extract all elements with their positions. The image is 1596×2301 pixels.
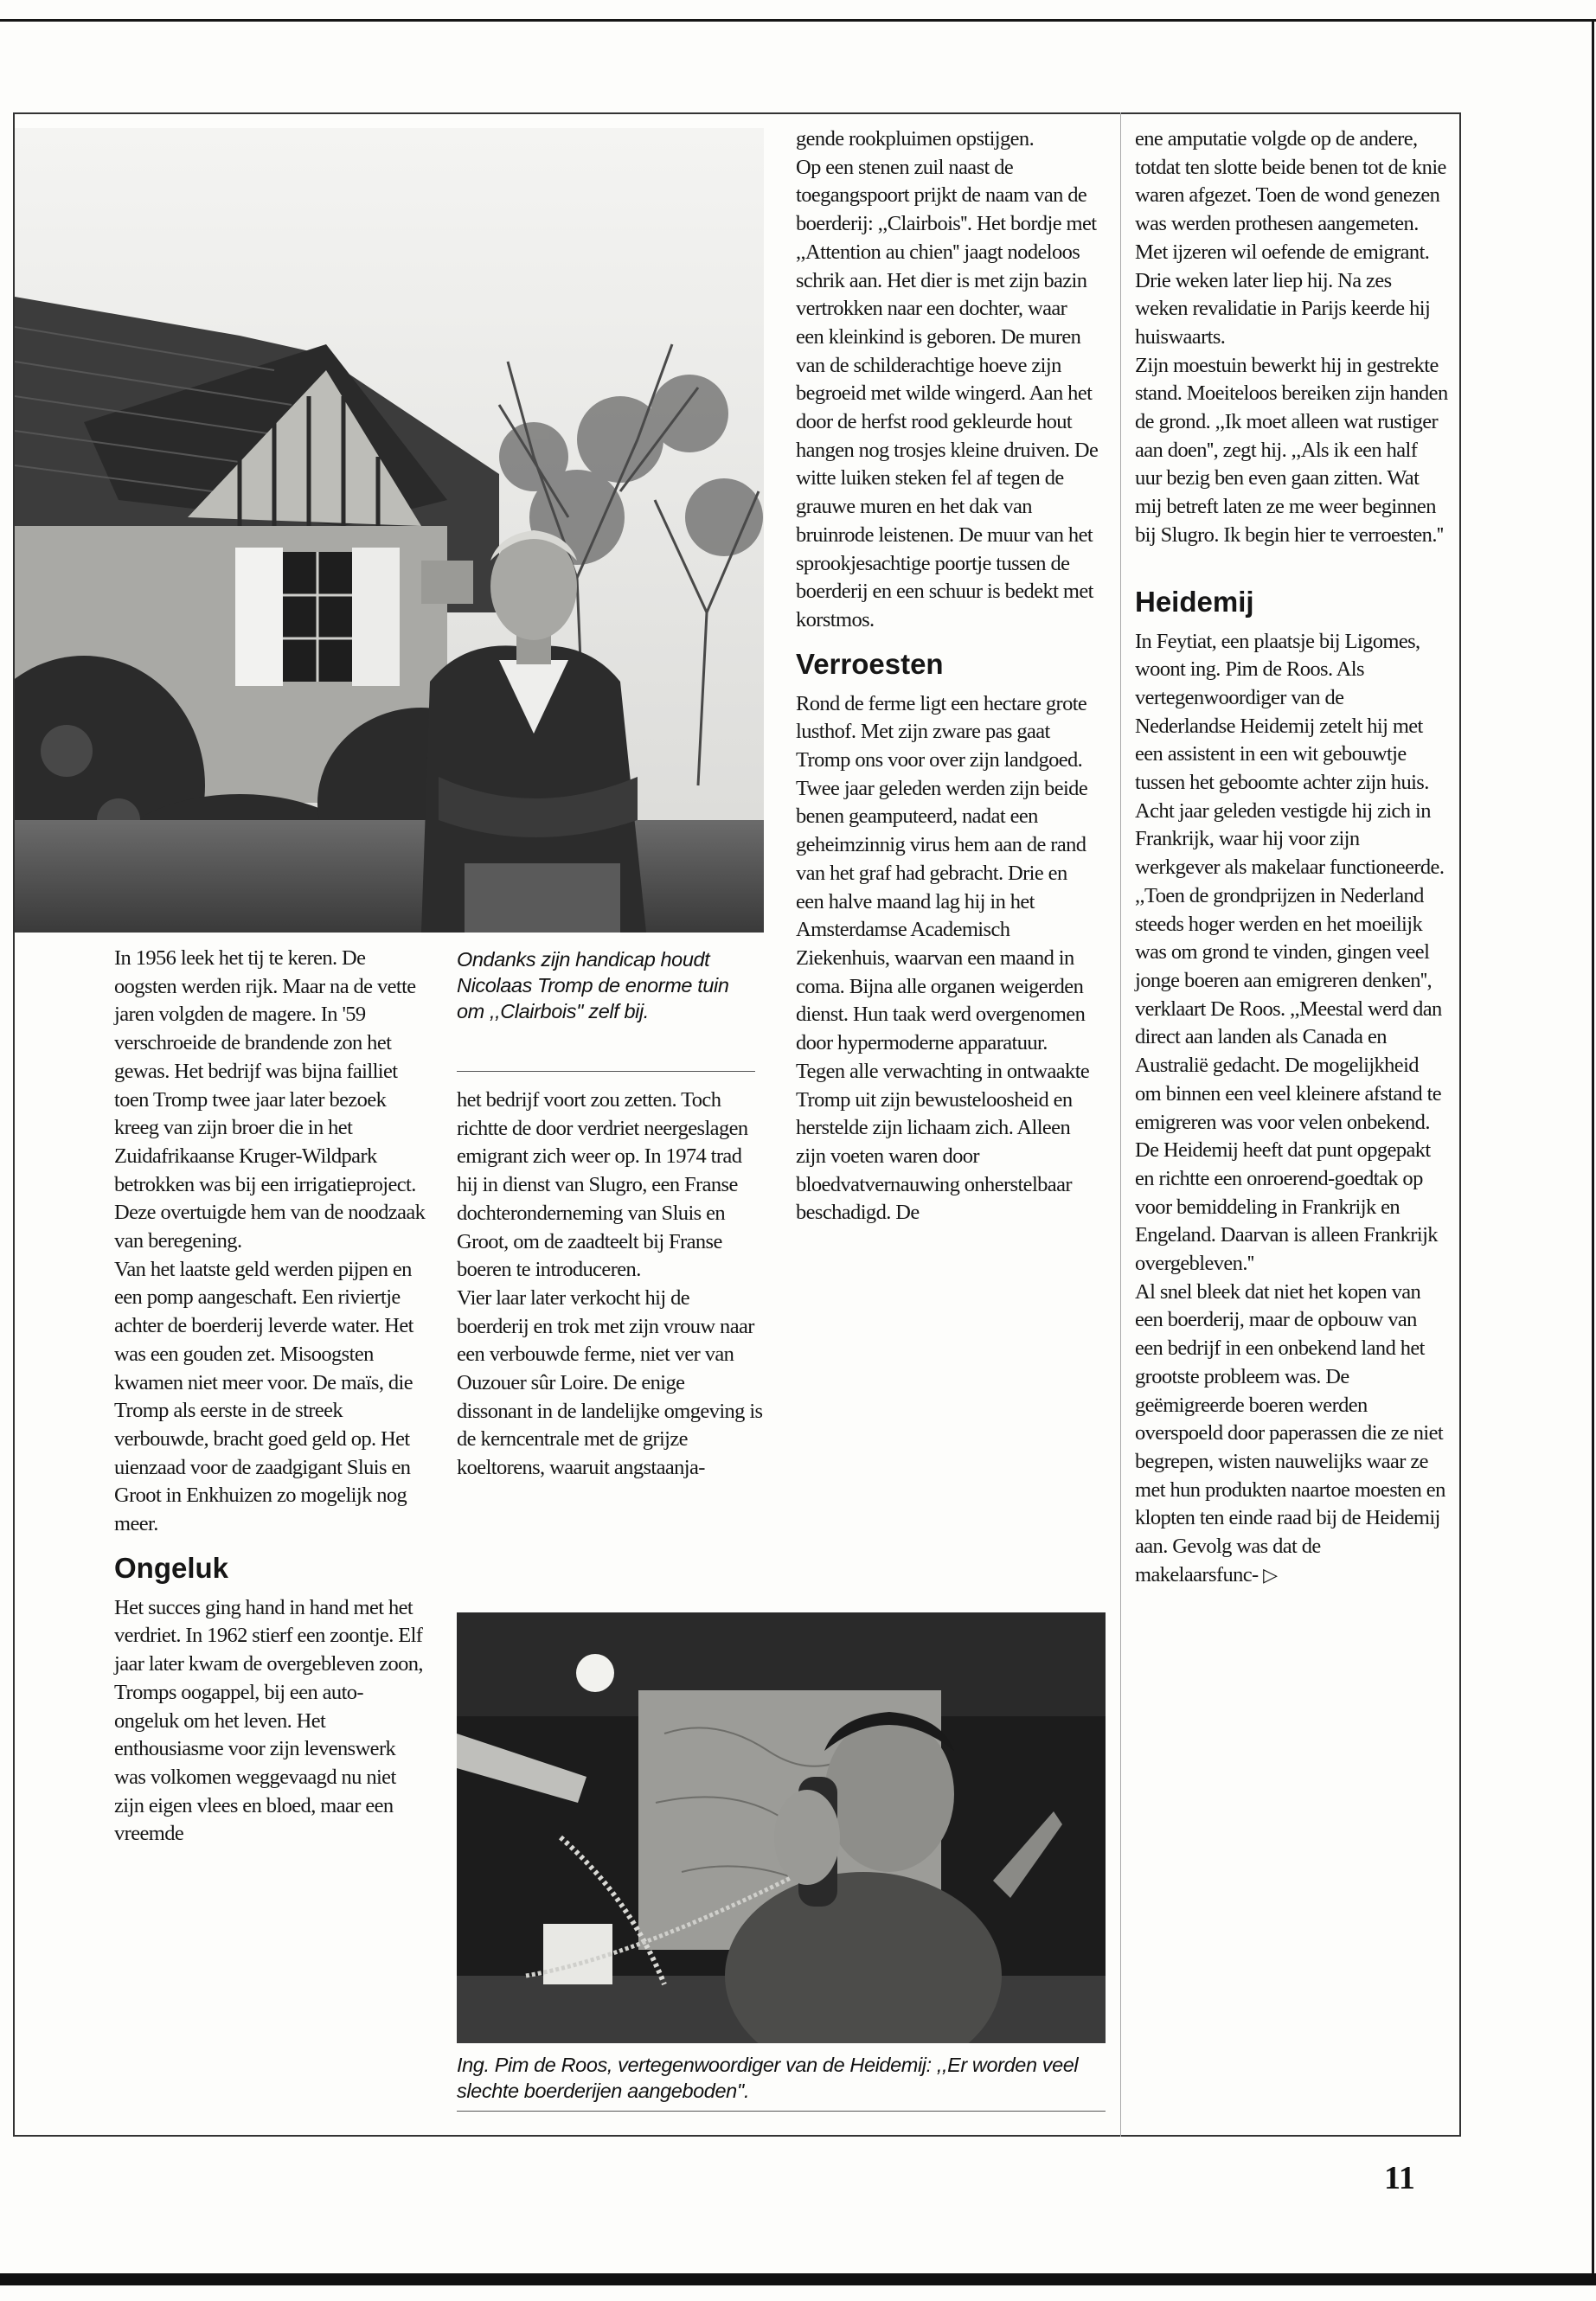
col4-paragraph-2: Zijn moestuin bewerkt hij in gestrekte stand. Moeiteloos bereiken zijn handen de grond. ,,Ik moet alleen wat rustiger aan doen'', zegt hij. ,,Als ik een half uur bezig ben even gaan zitten. Wat mij betreft laten ze me weer beginnen bij Slugro. Ik begin hier te verroesten.'' [1135,353,1448,547]
photo-pim-de-roos [457,1612,1106,2043]
column-1 [114,945,426,1849]
heading-heidemij: Heidemij [1135,585,1254,618]
col2-paragraph-1: het bedrijf voort zou zetten. Toch richtte de door verdriet neergeslagen emigrant zich weer op. In 1974 trad hij in dienst van Slugro, een Franse dochteronderneming van Sluis en Groot, om de zaadteelt bij Franse boeren te introduceren. [457,1088,748,1282]
column-2 [457,1086,764,1483]
caption-photo-tromp: Ondanks zijn handicap houdt Nicolaas Tromp de enorme tuin om ,,Clairbois'' zelf bij. [457,948,729,1022]
col3-paragraph-4: Tegen alle verwachting in ontwaakte Tromp uit zijn bewusteloosheid en herstelde zijn lichaam zich. Alleen zijn voeten waren door bloedvatvernauwing onherstelbaar beschadigd. De [796,1059,1090,1225]
bottom-bar [0,2273,1596,2285]
caption1-rule [457,1071,755,1072]
photo-tromp-farmhouse [15,128,764,933]
phone-call-illustration [457,1612,1106,2043]
caption-photo-de-roos: Ing. Pim de Roos, vertegenwoordiger van de Heidemij: ,,Er worden veel slechte boerderijen aangeboden''. [457,2054,1079,2102]
heading-ongeluk: Ongeluk [114,1551,229,1584]
col4-paragraph-1: ene amputatie volgde op de andere, totdat ten slotte beide benen tot de knie waren afgezet. Toen de wond genezen was werden prothesen aangemeten. Met ijzeren wil oefende de emigrant. Drie weken later liep hij. Na zes weken revalidatie in Parijs keerde hij huiswaarts. [1135,127,1446,349]
right-rule [1592,19,1594,2285]
column-4 [1135,125,1448,1590]
col2-paragraph-2: Vier laar later verkocht hij de boerderij en trok met zijn vrouw naar een verbouwde ferme, niet ver van Ouzouer sûr Loire. De enige dissonant in de landelijke omgeving is de kerncentrale met de grijze koeltorens, waaruit angstaanja- [457,1285,763,1480]
col1-paragraph-3: Het succes ging hand in hand met het verdriet. In 1962 stierf een zoontje. Elf jaar later kwam de overgebleven zoon, Tromps oogappel, bij een auto-ongeluk om het leven. Het enthousiasme voor zijn levenswerk was volkomen weggevaagd nu niet zijn eigen vlees en bloed, maar een vreemde [114,1595,423,1846]
col4-paragraph-4: ,,Toen de grondprijzen in Nederland steeds hoger werden en het moeilijk was om grond te vinden, gingen veel jonge boeren aan emigreren denken'', verklaart De Roos. ,,Meestal werd dan direct aan landen als Canada en Australië gedacht. De mogelijkheid om binnen een veel kleinere afstand te emigreren was voor velen onbekend. De Heidemij heeft dat punt opgepakt en richtte een onroerend-goedtak op voor bemiddeling in Frankrijk en Engeland. Daarvan is alleen Frankrijk overgebleven.'' [1135,883,1442,1276]
col1-paragraph-1: In 1956 leek het tij te keren. De oogsten werden rijk. Maar na de vette jaren volgden de magere. In '59 verschroeide de brandende zon het gewas. Het bedrijf was bijna failliet toen Tromp twee jaar later bezoek kreeg van zijn broer die in het Zuidafrikaanse Kruger-Wildpark betrokken was bij een irrigatieproject. Deze overtuigde hem van de noodzaak van beregening. [114,946,426,1253]
frame-top [13,112,1459,114]
col4-paragraph-5 [1135,1279,1448,1591]
column-rule [1120,112,1121,2137]
col3-paragraph-3: Rond de ferme ligt een hectare grote lusthof. Met zijn zware pas gaat Tromp ons voor over zijn landgoed. Twee jaar geleden werden zijn beide benen geamputeerd, nadat een geheimzinnig virus hem aan de rand van het graf had gebracht. Drie en een halve maand lag hij in het Amsterdamse Academisch Ziekenhuis, waarvan een maand in coma. Bijna alle organen weigerden dienst. Hun taak werd overgenomen door hypermoderne apparatuur. [796,691,1088,1055]
column-3 [796,125,1099,1227]
frame-right [1459,112,1461,2137]
col3-paragraph-1: gende rookpluimen opstijgen. [796,127,1035,151]
continue-arrow-icon: ▷ [1263,1564,1278,1586]
farmhouse-illustration [15,128,764,933]
page-number: 11 [1384,2160,1415,2196]
col4-paragraph-3: In Feytiat, een plaatsje bij Ligomes, woont ing. Pim de Roos. Als vertegenwoordiger van de Nederlandse Heidemij zetelt hij met een assistent in een wit gebouwtje tussen het geboomte achter zijn huis. Acht jaar geleden vestigde hij zich in Frankrijk, waar hij voor zijn werkgever als makelaar functioneerde. [1135,629,1445,880]
frame-bottom [13,2135,1459,2137]
caption2-rule [457,2111,1106,2112]
heading-verroesten: Verroesten [796,647,944,680]
top-rule [0,19,1596,22]
col3-paragraph-2: Op een stenen zuil naast de toegangspoort prijkt de naam van de boerderij: ,,Clairbois''. Het bordje met ,,Attention au chien'' jaagt nodeloos schrik aan. Het dier is met zijn bazin vertrokken naar een dochter, waar een kleinkind is geboren. De muren van de schilderachtige hoeve zijn begroeid met wilde wingerd. Aan het door de herfst rood gekleurde hout hangen nog trosjes kleine druiven. De witte luiken steken fel af tegen de grauwe muren en het dak van bruinrode leistenen. De muur van het sprookjesachtige poortje tussen de boerderij en een schuur is bedekt met korstmos. [796,155,1099,631]
col1-paragraph-2: Van het laatste geld werden pijpen en een pomp aangeschaft. Een riviertje achter de boerderij leverde water. Het was een gouden zet. Misoogsten kwamen niet meer voor. De maïs, die Tromp als eerste in de streek verbouwde, bracht goed geld op. Het uienzaad voor de zaadgigant Sluis en Groot in Enkhuizen zo mogelijk nog meer. [114,1257,413,1536]
col4-paragraph-5-text: Al snel bleek dat niet het kopen van een boerderij, maar de opbouw van een bedrijf in een onbekend land het grootste probleem was. De geëmigreerde boeren werden overspoeld door paperassen die ze niet begrepen, wisten nauwelijks waar ze met hun produkten naartoe moesten en klopten ten einde raad bij de Heidemij aan. Gevolg was dat de makelaarsfunc- [1135,1279,1445,1586]
